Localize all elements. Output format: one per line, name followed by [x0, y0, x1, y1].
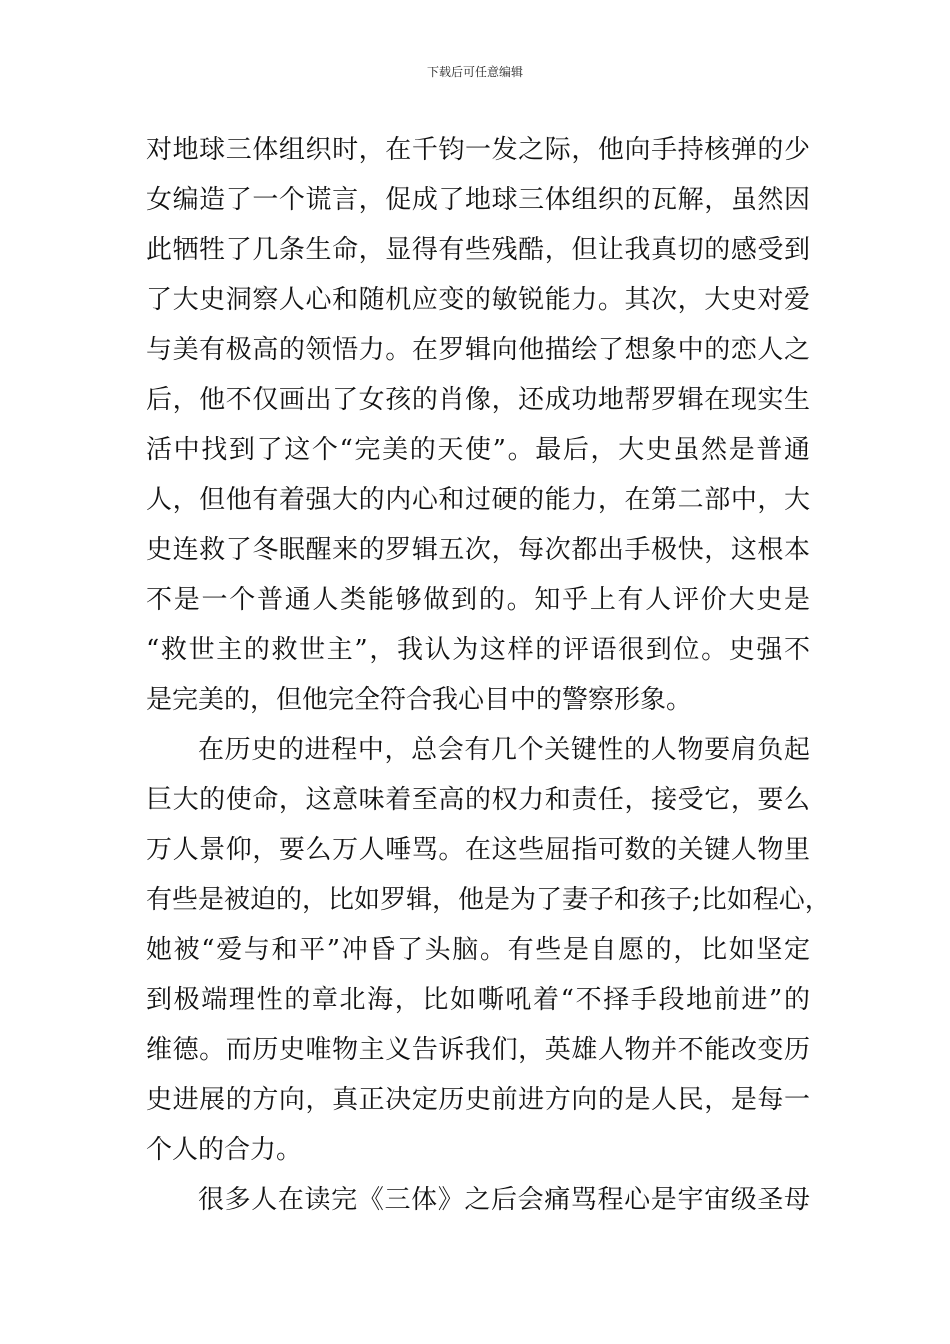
text-line: 到极端理性的章北海，比如嘶吼着“不择手段地前进”的 — [146, 985, 810, 1015]
text-line: 后，他不仅画出了女孩的肖像，还成功地帮罗辑在现实生 — [146, 385, 810, 415]
text-line: 活中找到了这个“完美的天使”。最后，大史虽然是普通 — [146, 435, 810, 465]
text-line: “救世主的救世主”，我认为这样的评语很到位。史强不 — [146, 635, 810, 665]
text-line: 有些是被迫的，比如罗辑，他是为了妻子和孩子;比如程心， — [146, 885, 831, 915]
body-text — [146, 125, 831, 1225]
text-line: 维德。而历史唯物主义告诉我们，英雄人物并不能改变历 — [146, 1035, 810, 1065]
text-line: 不是一个普通人类能够做到的。知乎上有人评价大史是 — [146, 585, 810, 615]
text-line: 在历史的进程中，总会有几个关键性的人物要肩负起 — [198, 735, 810, 765]
text-line: 是完美的，但他完全符合我心目中的警察形象。 — [146, 685, 693, 715]
text-line: 与美有极高的领悟力。在罗辑向他描绘了想象中的恋人之 — [146, 335, 810, 365]
text-line: 万人景仰，要么万人唾骂。在这些屈指可数的关键人物里 — [146, 835, 810, 865]
text-line: 此牺牲了几条生命，显得有些残酷，但让我真切的感受到 — [146, 235, 810, 265]
text-line: 她被“爱与和平”冲昏了头脑。有些是自愿的，比如坚定 — [146, 935, 810, 965]
text-line: 史进展的方向，真正决定历史前进方向的是人民，是每一 — [146, 1085, 810, 1115]
text-line: 人，但他有着强大的内心和过硬的能力，在第二部中，大 — [146, 485, 810, 515]
text-line: 女编造了一个谎言，促成了地球三体组织的瓦解，虽然因 — [146, 185, 810, 215]
text-line: 了大史洞察人心和随机应变的敏锐能力。其次，大史对爱 — [146, 285, 810, 315]
page-header: 下载后可任意编辑 — [426, 65, 523, 79]
text-line: 个人的合力。 — [146, 1135, 303, 1165]
text-line: 很多人在读完《三体》之后会痛骂程心是宇宙级圣母 — [198, 1185, 810, 1215]
text-line: 对地球三体组织时，在千钧一发之际，他向手持核弹的少 — [146, 135, 810, 165]
text-line: 史连救了冬眠醒来的罗辑五次，每次都出手极快，这根本 — [146, 535, 810, 565]
text-line: 巨大的使命，这意味着至高的权力和责任，接受它，要么 — [146, 785, 810, 815]
